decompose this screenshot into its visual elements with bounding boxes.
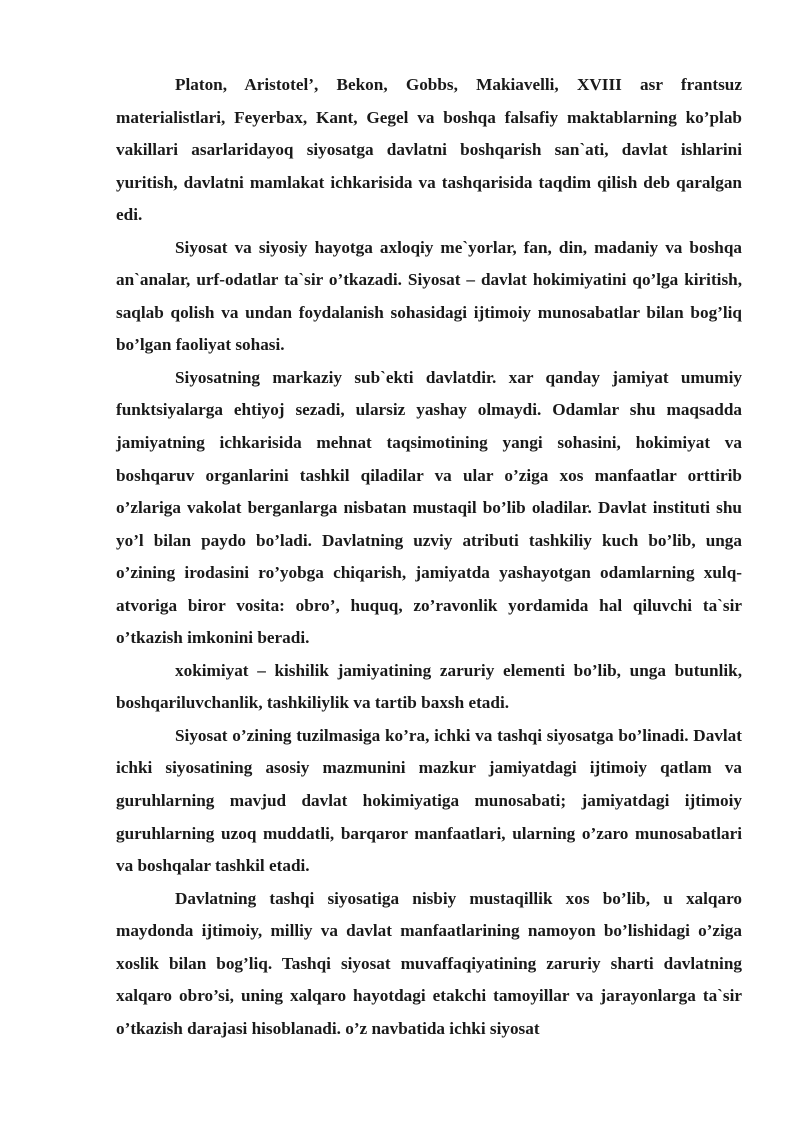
body-text (116, 69, 742, 1045)
paragraph-5: Siyosat o’zining tuzilmasiga ko’ra, ichki va tashqi siyosatga bo’linadi. Davlat ichki siyosatining asosiy mazmunini mazkur jamiyatdagi ijtimoiy qatlam va guruhlarning mavjud davlat hokimiyatiga munosabati; jamiyatdagi ijtimoiy guruhlarning uzoq muddatli, barqaror manfaatlari, ularning o’zaro munosabatlari va boshqalar tashkil etadi. (116, 725, 742, 876)
paragraph-4: xokimiyat – kishilik jamiyatining zaruriy elementi bo’lib, unga butunlik, boshqariluvchanlik, tashkiliylik va tartib baxsh etadi. (116, 660, 742, 713)
paragraph-2: Siyosat va siyosiy hayotga axloqiy me`yorlar, fan, din, madaniy va boshqa an`analar, urf-odatlar ta`sir o’tkazadi. Siyosat – davlat hokimiyatini qo’lga kiritish, saqlab qolish va undan foydalanish sohasidagi ijtimoiy munosabatlar bilan bog’liq bo’lgan faoliyat sohasi. (116, 237, 742, 355)
paragraph-6: Davlatning tashqi siyosatiga nisbiy mustaqillik xos bo’lib, u xalqaro maydonda ijtimoiy, milliy va davlat manfaatlarining namoyon bo’lishidagi o’ziga xoslik bilan bog’liq. Tashqi siyosat muvaffaqiyatining zaruriy sharti davlatning xalqaro obro’si, uning xalqaro hayotdagi etakchi tamoyillar va jarayonlarga ta`sir o’tkazish darajasi hisoblanadi. o’z navbatida ichki siyosat (116, 888, 742, 1038)
paragraph-1: Platon, Aristotel’, Bekon, Gobbs, Makiavelli, XVIII asr frantsuz materialistlari, Feyerbax, Kant, Gegel va boshqa falsafiy maktablarning ko’plab vakillari asarlaridayoq siyosatga davlatni boshqarish san`ati, davlat ishlarini yuritish, davlatni mamlakat ichkarisida va tashqarisida taqdim qilish deb qaralgan edi. (116, 75, 742, 225)
paragraph-3: Siyosatning markaziy sub`ekti davlatdir. xar qanday jamiyat umumiy funktsiyalarga ehtiyoj sezadi, ularsiz yashay olmaydi. Odamlar shu maqsadda jamiyatning ichkarisida mehnat taqsimotining yangi sohasini, hokimiyat va boshqaruv organlarini tashkil qiladilar va ular o’ziga xos manfaatlar orttirib o’zlariga vakolat berganlarga nisbatan mustaqil bo’lib oladilar. Davlat instituti shu yo’l bilan paydo bo’ladi. Davlatning uzviy atributi tashkiliy kuch bo’lib, unga o’zining irodasini ro’yobga chiqarish, jamiyatda yashayotgan odamlarning xulq-atvoriga biror vosita: obro’, huquq, zo’ravonlik yordamida hal qiluvchi ta`sir o’tkazish imkonini beradi. (116, 367, 742, 648)
